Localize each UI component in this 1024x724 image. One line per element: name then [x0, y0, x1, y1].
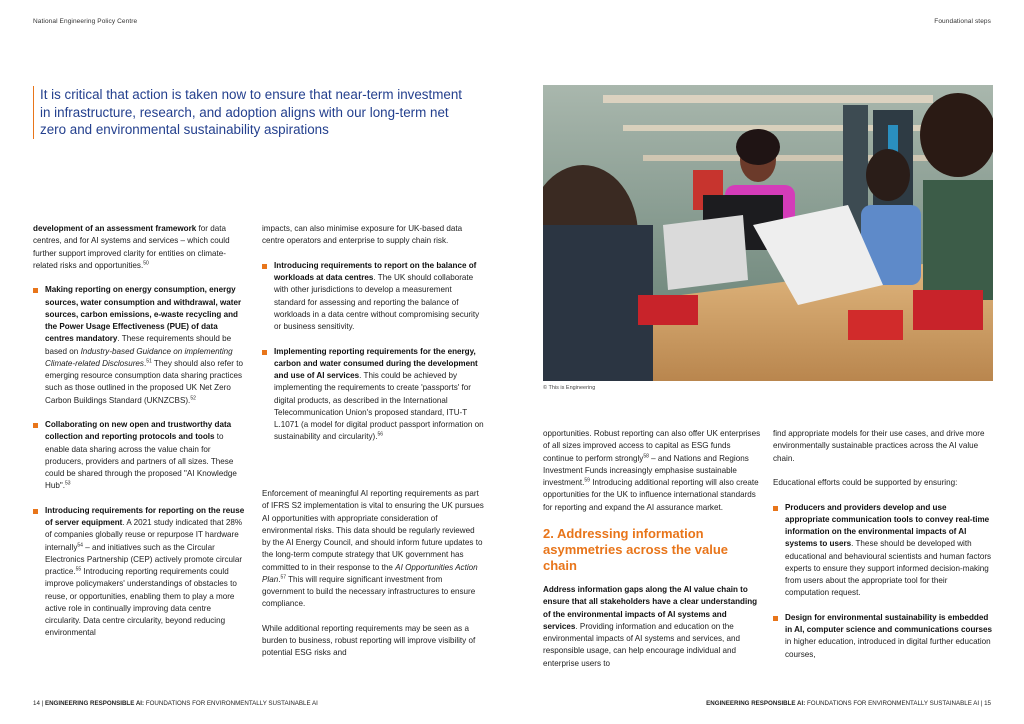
running-header-left: National Engineering Policy Centre [33, 18, 138, 25]
paragraph: development of an assessment framework for data centres, and for AI systems and services – which could further support improved clarity for entities on climate-related risks and opportunities.$^{50}$ [33, 224, 230, 270]
list-item: Introducing requirements for reporting on the reuse of server equipment. A 2021 study indicated that 28% of companies globally reuse or repurpose IT hardware internally$^{54}$ – and initiatives such as the Circular Electronics Partnership (CEP) actively promote circular practice.$^{55}$ Introducing reporting requirements could improve policymakers' understandings of obstacles to reuse, or opportunities, enabling them to play a more active role in continually improving data centre circularity. Data centre circularity, beyond reducing environmental [33, 505, 248, 640]
footer-left: 14 | ENGINEERING RESPONSIBLE AI: FOUNDATIONS FOR ENVIRONMENTALLY SUSTAINABLE AI [33, 700, 318, 707]
footer-right: ENGINEERING RESPONSIBLE AI: FOUNDATIONS FOR ENVIRONMENTALLY SUSTAINABLE AI | 15 [706, 700, 991, 707]
list-item: Collaborating on new open and trustworthy data collection and reporting protocols and tools to enable data sharing across the value chain for producers, providers and partners of all sizes. These could be shared through the proposed "AI Knowledge Hub".$^{53}$ [33, 419, 248, 493]
section-heading: 2. Addressing information asymmetries across the value chain [543, 526, 728, 573]
body-column-1 [33, 223, 248, 652]
footer-right-subtitle: FOUNDATIONS FOR ENVIRONMENTALLY SUSTAINABLE AI [807, 700, 980, 707]
paragraph: find appropriate models for their use cases, and drive more environmentally sustainable practices across the AI value chain. [773, 429, 985, 463]
page-number-left: 14 [33, 700, 40, 707]
pull-quote [33, 86, 473, 139]
footer-right-title: ENGINEERING RESPONSIBLE AI: [706, 700, 806, 707]
paragraph: While additional reporting requirements may be seen as a burden to business, robust reporting will improve visibility of potential ESG risks and [262, 623, 476, 658]
running-header-right: Foundational steps [934, 18, 991, 25]
paragraph: Enforcement of meaningful AI reporting requirements as part of IFRS S2 implementation is vital to ensuring the UK pursues AI opportunities with appropriate consideration of environmental risks. This data should be regularly reviewed by the AI Energy Council, and should inform future updates to the long-term compute strategy that UK government has committed to in their response to the AI Opportunities Action Plan.$^{57}$ This will require significant investment from government to build the necessary infrastructures to ensure compliance. [262, 489, 484, 609]
body-column-2 [262, 223, 484, 456]
list-item: Introducing requirements to report on the balance of workloads at data centres. The UK should collaborate with other jurisdictions to develop a measurement standard for assessing and reporting the balance of workloads in a data centre without compromising security or business sensitivity. [262, 260, 484, 334]
paragraph: impacts, can also minimise exposure for UK-based data centre operators and enterprise to supply chain risk. [262, 224, 463, 246]
classroom-photo [543, 85, 993, 381]
list-item: Implementing reporting requirements for the energy, carbon and water consumed during the development and use of AI services. This could be achieved by implementing the requirements to create 'passports' for digital products, as described in the International Telecommunication Union's proposed standard, ITU-T L.1071 (a model for digital product passport information on sustainability and circularity).$^{56}$ [262, 346, 484, 444]
photo-illustration [543, 85, 993, 381]
photo-credit: © This is Engineering [543, 385, 596, 391]
paragraph: opportunities. Robust reporting can also offer UK enterprises of all sizes improved access to capital as ESG funds continue to perform strongly$^{58}$ – and Nations and Regions Investment Funds increasingly emphasise sustainable investment.$^{59}$ Introducing additional reporting will also create opportunities for the UK to influence international standards for reporting and expand the AI assurance market. [543, 429, 761, 512]
pull-quote-text: It is critical that action is taken now to ensure that near-term investment in infrastructure, research, and adoption aligns with our long-term net zero and environmental sustainability aspirations [40, 87, 462, 137]
body-column-4 [773, 428, 993, 673]
body-column-2-lower [262, 488, 484, 660]
list-item: Producers and providers develop and use appropriate communication tools to convey real-time information on the environmental impacts of AI systems to users. These should be developed with educational and behavioural scientists and human factors experts to ensure they support informed decision-making from users about the appropriate tool for their computation request. [773, 502, 993, 600]
paragraph: Address information gaps along the AI value chain to ensure that all stakeholders have a clear understanding of the environmental impacts of AI systems and services. Providing information and education on the environmental impacts of AI systems and services, and responsible usage, can help encourage individual and enterprise users to [543, 585, 758, 668]
footer-left-title: ENGINEERING RESPONSIBLE AI: [44, 700, 145, 707]
page-number-right: 15 [984, 700, 991, 707]
list-item: Making reporting on energy consumption, energy sources, water consumption and withdrawal, water sources, carbon emissions, e-waste recycling and the Power Usage Effectiveness (PUE) of data centres mandatory. These requirements should be based on Industry-based Guidance on implementing Climate-related Disclosures.$^{51}$ They should also refer to emerging resource consumption data sharing practices such as those outlined in the proposed UK Net Zero Carbon Buildings Standard (UKNZCBS).$^{52}$ [33, 284, 248, 407]
footer-left-subtitle: FOUNDATIONS FOR ENVIRONMENTALLY SUSTAINABLE AI [145, 700, 318, 707]
list-item: Design for environmental sustainability is embedded in AI, computer science and communications courses in higher education, introduced in digital further education courses, [773, 612, 993, 661]
body-column-3 [543, 428, 761, 670]
paragraph: Educational efforts could be supported by ensuring: [773, 478, 958, 487]
